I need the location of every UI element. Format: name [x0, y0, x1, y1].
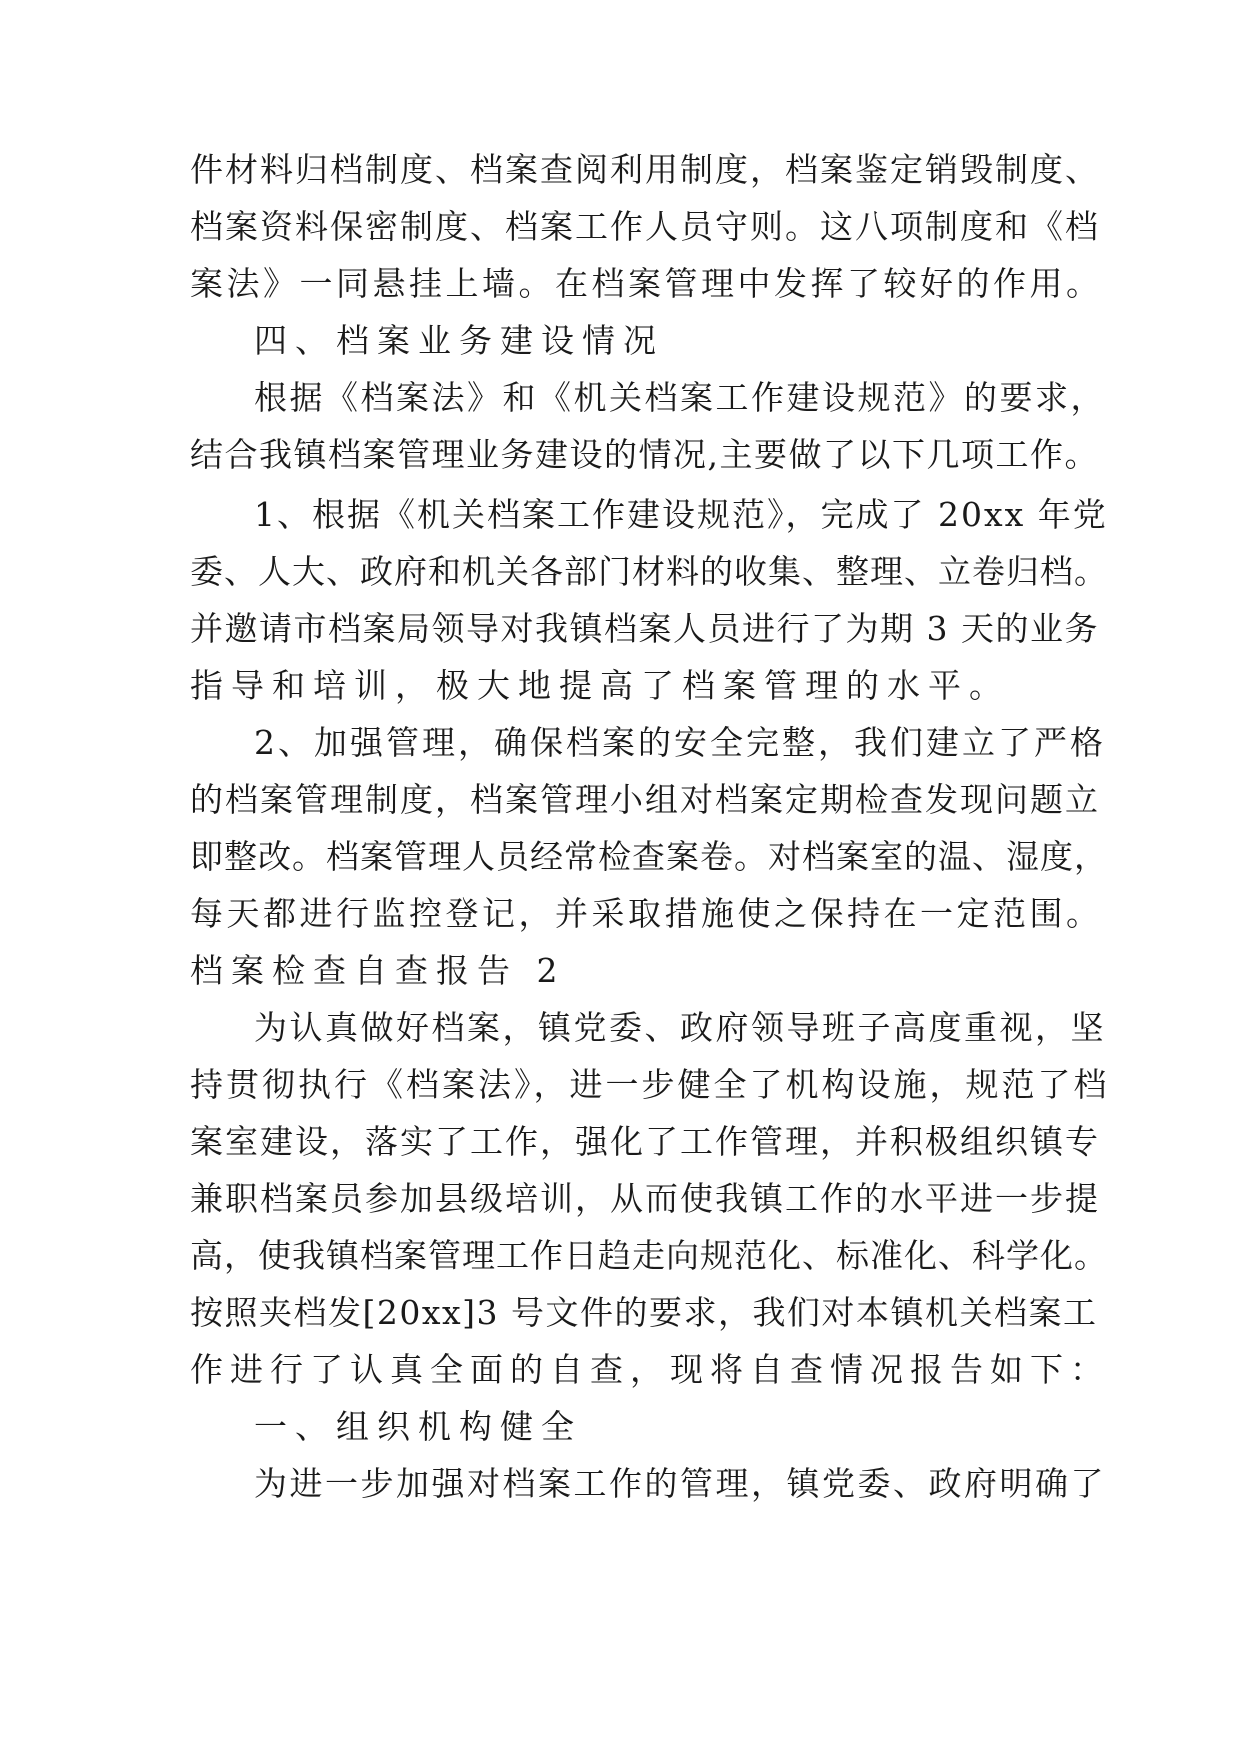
text-line: 兼职档案员参加县级培训，从而使我镇工作的水平进一步提 [190, 1179, 1100, 1218]
text-line: 每天都进行监控登记，并采取措施使之保持在一定范围。 [190, 894, 1103, 933]
text-line: 持贯彻执行《档案法》，进一步健全了机构设施，规范了档 [190, 1065, 1110, 1104]
text-line: 根据《档案法》和《机关档案工作建设规范》的要求， [254, 378, 1106, 417]
text-line: 指导和培训，极大地提高了档案管理的水平。 [190, 666, 1010, 705]
text-line: 结合我镇档案管理业务建设的情况,主要做了以下几项工作。 [190, 435, 1099, 474]
section-heading: 四、档案业务建设情况 [254, 321, 664, 360]
text-line: 案室建设，落实了工作，强化了工作管理，并积极组织镇专 [190, 1122, 1100, 1161]
text-line: 案法》一同悬挂上墙。在档案管理中发挥了较好的作用。 [190, 264, 1103, 303]
text-line: 即整改。档案管理人员经常检查案卷。对档案室的温、湿度， [190, 837, 1108, 876]
text-line: 为进一步加强对档案工作的管理，镇党委、政府明确了 [254, 1464, 1106, 1503]
text-line: 高，使我镇档案管理工作日趋走向规范化、标准化、科学化。 [190, 1236, 1108, 1275]
text-line: 档案资料保密制度、档案工作人员守则。这八项制度和《档 [190, 207, 1100, 246]
text-line: 的档案管理制度，档案管理小组对档案定期检查发现问题立 [190, 780, 1100, 819]
text-line: 件材料归档制度、档案查阅利用制度，档案鉴定销毁制度、 [190, 150, 1100, 189]
section-heading: 一、组织机构健全 [254, 1407, 582, 1446]
text-line: 作进行了认真全面的自查，现将自查情况报告如下： [190, 1350, 1110, 1389]
report-title: 档案检查自查报告 2 [190, 951, 566, 990]
text-line: 并邀请市档案局领导对我镇档案人员进行了为期 3 天的业务 [190, 609, 1099, 648]
text-line: 1、根据《机关档案工作建设规范》，完成了 20xx 年党 [254, 495, 1108, 534]
text-line: 为认真做好档案，镇党委、政府领导班子高度重视，坚 [254, 1008, 1106, 1047]
text-line: 2、加强管理，确保档案的安全完整，我们建立了严格 [254, 723, 1106, 762]
text-line: 按照夹档发[20xx]3 号文件的要求，我们对本镇机关档案工 [190, 1293, 1098, 1332]
text-line: 委、人大、政府和机关各部门材料的收集、整理、立卷归档。 [190, 552, 1108, 591]
